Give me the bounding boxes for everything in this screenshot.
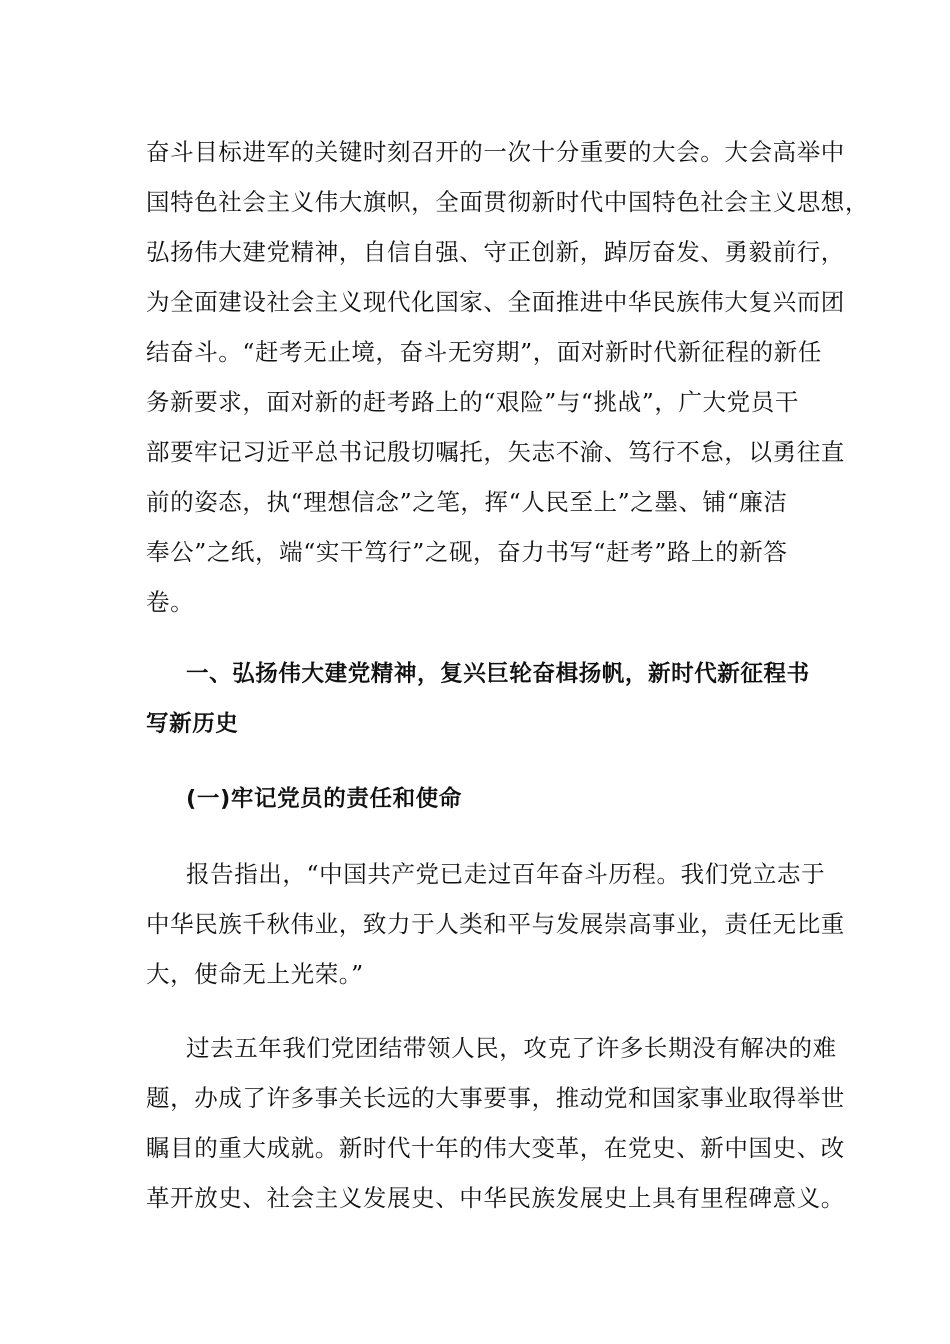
intro-line: 国特色社会主义伟大旗帜，全面贯彻新时代中国特色社会主义思想， xyxy=(146,188,869,216)
paragraph-line: 大，使命无上光荣。” xyxy=(146,960,364,988)
intro-line: 为全面建设社会主义现代化国家、全面推进中华民族伟大复兴而团 xyxy=(146,288,845,316)
intro-line: 前的姿态，执“理想信念”之笔，挥“人民至上”之墨、铺“廉洁 xyxy=(146,488,788,516)
paragraph-line: 瞩目的重大成就。新时代十年的伟大变革，在党史、新中国史、改 xyxy=(146,1134,845,1162)
intro-line: 奉公”之纸，端“实干笃行”之砚，奋力书写“赶考”路上的新答 xyxy=(146,538,788,566)
section-heading: 写新历史 xyxy=(146,711,239,737)
paragraph-line: 过去五年我们党团结带领人民，攻克了许多长期没有解决的难 xyxy=(186,1034,837,1062)
paragraph-line: 中华民族千秋伟业，致力于人类和平与发展崇高事业，责任无比重 xyxy=(146,910,845,938)
intro-line: 奋斗目标进军的关键时刻召开的一次十分重要的大会。大会高举中 xyxy=(146,138,845,166)
intro-line: 弘扬伟大建党精神，自信自强、守正创新，踔厉奋发、勇毅前行， xyxy=(146,238,845,266)
paragraph-line: 革开放史、社会主义发展史、中华民族发展史上具有里程碑意义。 xyxy=(146,1184,845,1212)
section-heading: 一、弘扬伟大建党精神，复兴巨轮奋楫扬帆，新时代新征程书 xyxy=(186,661,810,687)
subsection-heading: (一)牢记党员的责任和使命 xyxy=(186,786,462,812)
paragraph-line: 题，办成了许多事关长远的大事要事，推动党和国家事业取得举世 xyxy=(146,1084,845,1112)
intro-line: 卷。 xyxy=(146,588,195,616)
intro-line: 务新要求，面对新的赶考路上的“艰险”与“挑战”，广大党员干 xyxy=(146,388,799,416)
intro-line: 部要牢记习近平总书记殷切嘱托，矢志不渝、笃行不怠，以勇往直 xyxy=(146,438,845,466)
paragraph-line: 报告指出，“中国共产党已走过百年奋斗历程。我们党立志于 xyxy=(186,860,826,888)
intro-line: 结奋斗。“赶考无止境，奋斗无穷期”，面对新时代新征程的新任 xyxy=(146,338,822,366)
